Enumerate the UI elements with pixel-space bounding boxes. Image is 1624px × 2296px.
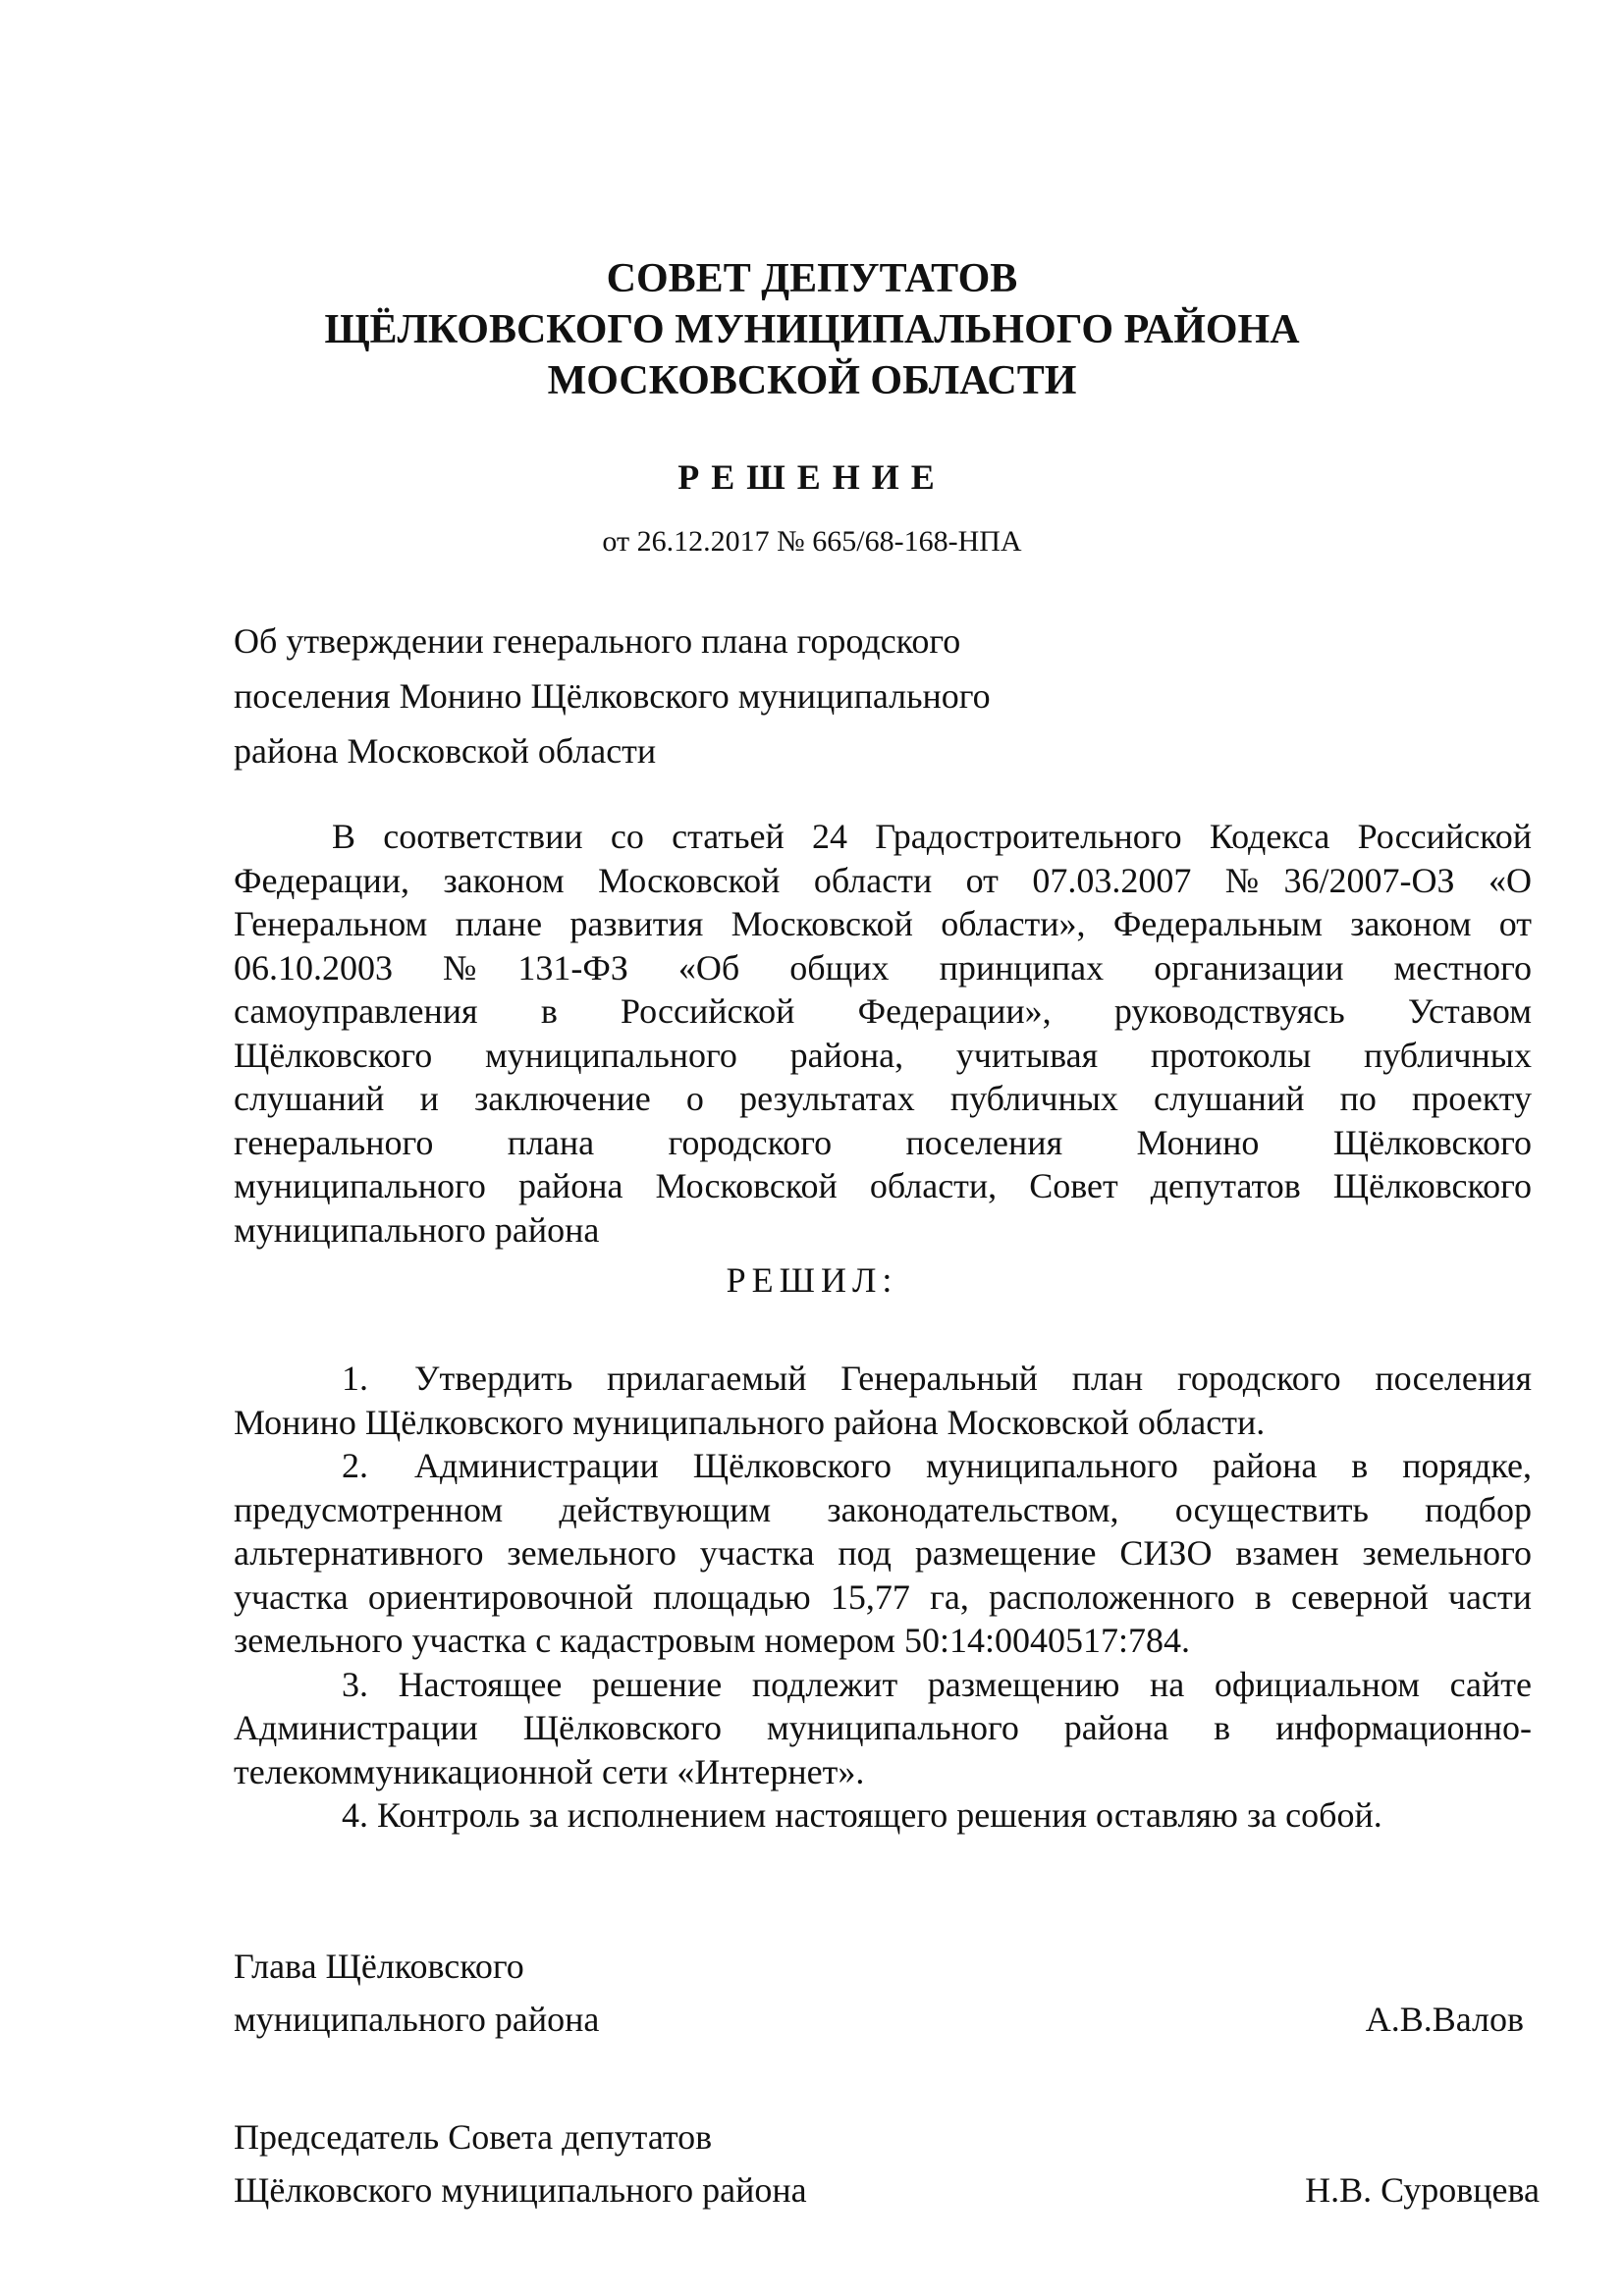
signatory-name: А.В.Валов [1365, 2000, 1524, 2039]
preamble-line: слушаний и заключение о результатах публичных слушаний по проекту [234, 1079, 1532, 1118]
preamble-line: Щёлковского муниципального района, учитывая протоколы публичных [234, 1035, 1532, 1075]
decision-subject [234, 614, 1098, 778]
list-item [234, 1444, 1532, 1488]
subject-line: района Московской области [234, 731, 657, 771]
item-continuation: участка ориентировочной площадью 15,77 га, расположенного в северной части [234, 1576, 1532, 1617]
preamble-line: генерального плана городского поселения Монино Щёлковского [234, 1122, 1532, 1162]
item-number: 2. [342, 1446, 368, 1485]
signature-block-head [234, 1940, 1540, 2046]
item-continuation: предусмотренном действующим законодательством, осуществить подбор [234, 1489, 1532, 1529]
item-continuation: земельного участка с кадастровым номером 50:14:0040517:784. [234, 1621, 1190, 1660]
header-line-3: МОСКОВСКОЙ ОБЛАСТИ [547, 358, 1077, 403]
header-line-2: ЩЁЛКОВСКОГО МУНИЦИПАЛЬНОГО РАЙОНА [324, 307, 1300, 352]
subject-line: Об утверждении генерального плана городского [234, 621, 961, 661]
preamble-line: В соответствии со статьей 24 Градостроительного Кодекса Российской [332, 817, 1532, 856]
signatory-title: муниципального района [234, 2000, 600, 2039]
preamble-line: Федерации, законом Московской области от 07.03.2007 №36/2007-ОЗ «О [234, 860, 1532, 900]
list-item [234, 1793, 1532, 1838]
signatory-name: Н.В. Суровцева [1305, 2170, 1540, 2210]
decision-number: от 26.12.2017 № 665/68-168-НПА [602, 525, 1022, 558]
preamble-line: муниципального района [234, 1209, 600, 1250]
decision-title: РЕШЕНИЕ [677, 457, 947, 497]
list-item [234, 1663, 1532, 1707]
preamble-line: муниципального района Московской области, Совет депутатов Щёлковского [234, 1166, 1532, 1205]
item-number: 4. [342, 1795, 368, 1835]
signatory-title: Глава Щёлковского [234, 1947, 524, 1986]
preamble-line: 06.10.2003 №131-ФЗ «Об общих принципах организации местного [234, 947, 1532, 988]
list-item [234, 1357, 1532, 1401]
item-number: 3. [342, 1664, 368, 1704]
resolved-heading: РЕШИЛ: [726, 1260, 898, 1300]
item-continuation: альтернативного земельного участка под размещение СИЗО взамен земельного [234, 1533, 1532, 1573]
signatory-title: Щёлковского муниципального района [234, 2170, 807, 2210]
preamble-line: Генеральном плане развития Московской области», Федеральным законом от [234, 904, 1532, 943]
header-line-1: СОВЕТ ДЕПУТАТОВ [606, 256, 1018, 301]
item-text: Настоящее решение подлежит размещению на официальном сайте [398, 1664, 1532, 1704]
item-continuation: Администрации Щёлковского муниципального района в информационно- [234, 1708, 1532, 1747]
resolution-items [234, 1357, 1532, 1838]
preamble-paragraph [234, 815, 1532, 1252]
document-header [0, 253, 1624, 406]
item-number: 1. [342, 1359, 368, 1398]
item-continuation: телекоммуникационной сети «Интернет». [234, 1751, 865, 1791]
signatory-title: Председатель Совета депутатов [234, 2117, 713, 2157]
subject-line: поселения Монино Щёлковского муниципального [234, 676, 991, 716]
item-text: Утвердить прилагаемый Генеральный план городского поселения [414, 1359, 1532, 1398]
item-text: Контроль за исполнением настоящего решения оставляю за собой. [377, 1795, 1382, 1835]
signature-block-chair [234, 2110, 1540, 2216]
preamble-line: самоуправления в Российской Федерации», руководствуясь Уставом [234, 991, 1532, 1031]
item-text: Администрации Щёлковского муниципального района в порядке, [414, 1446, 1532, 1485]
item-continuation: Монино Щёлковского муниципального района Московской области. [234, 1402, 1266, 1442]
